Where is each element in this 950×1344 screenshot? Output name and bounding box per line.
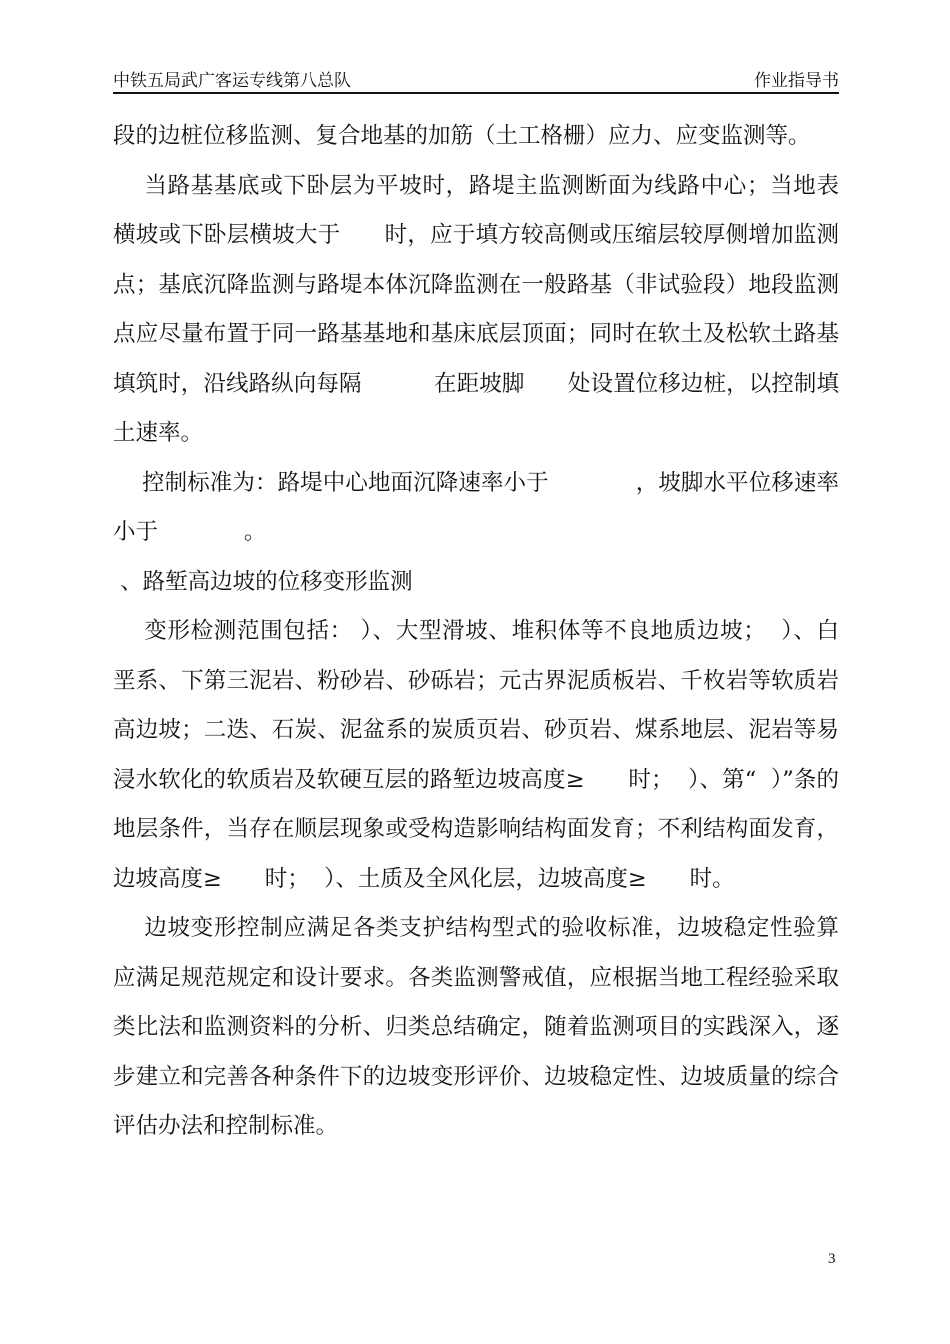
text-line: 高边坡；二迭、石炭、泥盆系的炭质页岩、砂页岩、煤系地层、泥岩等易: [113, 717, 839, 743]
text-line: 点应尽量布置于同一路基基地和基床底层顶面；同时在软土及松软土路基: [113, 321, 839, 347]
text-line: 控制标准为：路堤中心地面沉降速率小于 ，坡脚水平位移速率: [113, 469, 839, 496]
text-line: 边坡高度≥ 时； ）、土质及全风化层，边坡高度≥ 时。: [113, 865, 735, 892]
text-line: 小于 。: [113, 519, 267, 545]
text-line: 、路堑高边坡的位移变形监测: [113, 568, 413, 595]
header-organization: 中铁五局武广客运专线第八总队: [113, 71, 351, 91]
text-line: 变形检测范围包括： ）、大型滑坡、堆积体等不良地质边坡； ）、白: [113, 618, 839, 644]
page-number: 3: [828, 1251, 836, 1267]
text-line: 步建立和完善各种条件下的边坡变形评价、边坡稳定性、边坡质量的综合: [113, 1063, 839, 1090]
text-line: 垩系、下第三泥岩、粉砂岩、砂砾岩；元古界泥质板岩、千枚岩等软质岩: [113, 667, 839, 694]
text-line: 段的边桩位移监测、复合地基的加筋（土工格栅）应力、应变监测等。: [113, 123, 811, 149]
document-body: [113, 118, 839, 1158]
text-line: 地层条件，当存在顺层现象或受构造影响结构面发育；不利结构面发育，: [113, 816, 839, 842]
page-header: [113, 64, 839, 94]
header-document-type: 作业指导书: [754, 71, 839, 91]
text-line: 边坡变形控制应满足各类支护结构型式的验收标准，边坡稳定性验算: [113, 915, 839, 941]
text-line: 横坡或下卧层横坡大于 时，应于填方较高侧或压缩层较厚侧增加监测: [113, 222, 839, 248]
text-line: 评估办法和控制标准。: [113, 1113, 339, 1139]
text-line: 填筑时，沿线路纵向每隔 在距坡脚 处设置位移边桩，以控制填: [113, 370, 839, 397]
text-line: 点；基底沉降监测与路堤本体沉降监测在一般路基（非试验段）地段监测: [113, 271, 839, 298]
text-line: 应满足规范规定和设计要求。各类监测警戒值，应根据当地工程经验采取: [113, 964, 839, 991]
text-line: 土速率。: [113, 420, 204, 446]
text-line: 浸水软化的软质岩及软硬互层的路堑边坡高度≥ 时； ）、第“ ）”条的: [113, 766, 839, 793]
text-line: 类比法和监测资料的分析、归类总结确定，随着监测项目的实践深入，逐: [113, 1014, 839, 1040]
text-line: 当路基基底或下卧层为平坡时，路堤主监测断面为线路中心；当地表: [113, 172, 839, 199]
